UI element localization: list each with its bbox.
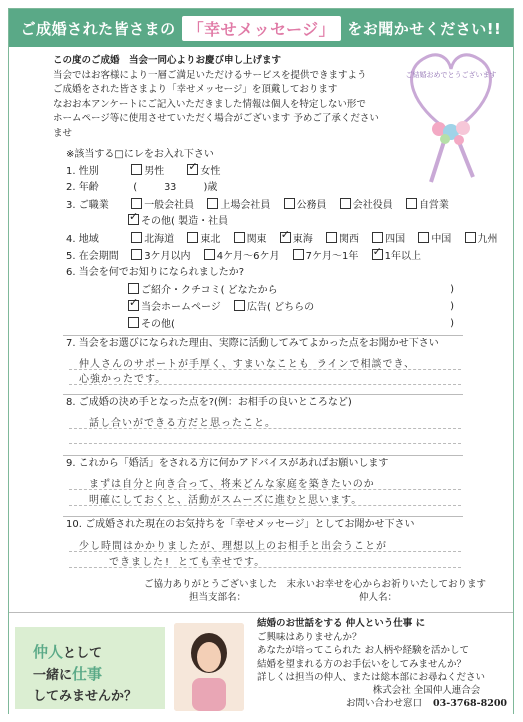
q7-answer1[interactable]: 仲人さんのサポートが手厚く、すまいなことも ラインで相談でき、 [79, 359, 416, 370]
staff-nakodo-label: 仲人名： [359, 592, 398, 603]
q3-office-worker-checkbox[interactable] [131, 198, 142, 209]
promo-t4: 結婚を望まれる方のお手伝いをしてみませんか？ [257, 658, 467, 670]
q4-kanto-label: 関東 [246, 234, 267, 245]
instruction: ※該当する□にレをお入れ下さい [66, 149, 214, 160]
q5-3months-label: 3ケ月以内 [144, 251, 191, 262]
header-left: ご成婚された皆さまの [20, 19, 176, 38]
q1-female-label: 女性 [200, 166, 221, 177]
promo-shigoto: 仕事 [72, 665, 103, 683]
q3-office-worker-label: 一般会社員 [144, 200, 195, 211]
q3-listed-company-label: 上場会社員 [220, 200, 271, 211]
q7-label: 7. 当会をお選びになられた理由、実際に活動してみてよかった点をお聞かせ下さい [66, 338, 439, 349]
q3-other-label: その他( [141, 216, 175, 227]
q6-ad-label: 広告( どちらの [247, 302, 315, 313]
intro-line5: ホームページ等に使用させていただく場合がございます 予めご了承くださいませ [53, 113, 379, 139]
q4-tokai-checkbox[interactable] [280, 232, 291, 243]
q4-kyushu-checkbox[interactable] [465, 232, 476, 243]
q4-kansai-checkbox[interactable] [326, 232, 337, 243]
q6-referral-close: ) [450, 284, 454, 295]
q5-row [66, 249, 427, 264]
q9-separator [63, 455, 463, 456]
q3-self-employed-label: 自営業 [418, 200, 449, 211]
q8-answer1[interactable]: 話し合いができる方だと思ったこと。 [89, 418, 276, 429]
q5-7to12months-label: 7ケ月〜1年 [305, 251, 359, 262]
thanks-line: ご協力ありがとうございました 末永いお幸せを心からお祈りいたしております [144, 579, 487, 590]
q9-label: 9. これから「婚活」をされる方に何かアドバイスがあればお願いします [66, 458, 389, 469]
q2-label: 2. 年齢 [66, 182, 99, 193]
promo-t2: ご興味はありませんか？ [257, 631, 362, 643]
q3-public-servant-checkbox[interactable] [284, 198, 295, 209]
q4-shikoku-label: 四国 [385, 234, 406, 245]
promo-text-block [257, 617, 485, 685]
company-block [346, 685, 507, 710]
q7-answer2[interactable]: 心強かったです。 [79, 374, 167, 385]
promo-t5: 詳しくは担当の仲人、または総本部にお尋ねください [257, 672, 486, 683]
q4-kansai-label: 関西 [338, 234, 359, 245]
q6-opt1-row [124, 283, 454, 298]
header-right: をお聞かせください!! [347, 19, 502, 38]
q4-tokai-label: 東海 [292, 234, 313, 245]
promo-toshite: として [63, 646, 103, 661]
q6-opt3-row [124, 317, 454, 332]
q3-other-row [124, 214, 228, 229]
q6-opt2-row [124, 300, 454, 315]
q1-row [66, 164, 226, 179]
q4-tohoku-label: 東北 [200, 234, 221, 245]
q3-self-employed-checkbox[interactable] [406, 198, 417, 209]
staff-branch-label: 担当支部名： [189, 592, 247, 603]
promo-panel [9, 612, 513, 716]
q2-age-value[interactable]: 33 [164, 182, 177, 193]
survey-page [8, 8, 514, 714]
q5-4to6months-label: 4ケ月〜6ケ月 [216, 251, 280, 262]
woman-photo [174, 623, 244, 711]
q10-answer1[interactable]: 少し時間はかかりましたが、理想以上のお相手と出会うことが [79, 541, 387, 552]
q6-homepage-label: 当会ホームページ [141, 302, 221, 313]
q6-other-label: その他( [141, 319, 175, 330]
q4-hokkaido-checkbox[interactable] [131, 232, 142, 243]
intro-line1: この度のご成婚 当会一同心よりお慶び申し上げます [53, 55, 282, 66]
q4-row [66, 232, 504, 247]
q1-female-checkbox[interactable] [187, 164, 198, 175]
q3-listed-company-checkbox[interactable] [207, 198, 218, 209]
staff-row [144, 591, 486, 604]
heart-bouquet-decoration [401, 37, 501, 187]
q6-label: 6. 当会を何でお知りになられましたか? [66, 267, 245, 278]
q3-executive-checkbox[interactable] [340, 198, 351, 209]
q6-referral-label: ご紹介・クチコミ( どなたから [141, 285, 278, 296]
q4-kanto-checkbox[interactable] [234, 232, 245, 243]
q4-hokkaido-label: 北海道 [144, 234, 175, 245]
promo-issho: 一緒に [33, 668, 73, 683]
contact-label: お問い合わせ窓口 [346, 697, 423, 709]
q4-label: 4. 地域 [66, 234, 99, 245]
q5-4to6months-checkbox[interactable] [204, 249, 215, 260]
intro-line3: ご成婚をされた皆さまより「幸せメッセージ」を頂戴しております [53, 84, 338, 95]
q2-open: ( [133, 182, 138, 193]
q8-line2 [69, 443, 461, 444]
q1-male-label: 男性 [144, 166, 165, 177]
promo-t1: 結婚のお世話をする 仲人という仕事 に [257, 618, 426, 629]
contact-phone[interactable]: 03-3768-8200 [433, 697, 508, 709]
q7-separator [63, 335, 463, 336]
q1-label: 1. 性別 [66, 166, 99, 177]
q1-male-checkbox[interactable] [131, 164, 142, 175]
q3-executive-label: 会社役員 [352, 200, 393, 211]
company-name: 株式会社 全国仲人連合会 [372, 685, 481, 696]
q10-label: 10. ご成婚された現在のお気持ちを「幸せメッセージ」としてお聞かせ下さい [66, 519, 415, 530]
q6-ad-close: ) [450, 301, 454, 312]
intro-text [53, 54, 383, 141]
q4-tohoku-checkbox[interactable] [187, 232, 198, 243]
q9-answer2[interactable]: 明確にしておくと、活動がスムーズに進むと思います。 [89, 495, 363, 506]
q5-label: 5. 在会期間 [66, 251, 119, 262]
promo-line3: してみませんか？ [33, 689, 138, 704]
contact-row [346, 698, 507, 711]
q4-chugoku-label: 中国 [431, 234, 452, 245]
q6-other-checkbox[interactable] [128, 317, 139, 328]
intro-line4: なおお本アンケートにご記入いただきました情報は個人を特定しない形で [53, 98, 366, 110]
q3-other-checkbox[interactable] [128, 214, 139, 225]
q8-separator [63, 394, 463, 395]
promo-nakodo-word: 仲人 [33, 643, 64, 661]
promo-t3: あなたが培ってこられた お人柄や経験を活かして [257, 645, 470, 656]
q6-homepage-checkbox[interactable] [128, 300, 139, 311]
intro-line2: 当会ではお客様により一層ご満足いただけるサービスを提供できますよう [53, 69, 367, 81]
q6-referral-checkbox[interactable] [128, 283, 139, 294]
q2-close: )歳 [203, 182, 218, 193]
q10-answer2[interactable]: できました! とても幸せです。 [109, 557, 266, 568]
promo-line1 [33, 641, 102, 662]
q3-public-servant-label: 公務員 [296, 200, 327, 211]
q5-over1year-label: 1年以上 [384, 251, 421, 262]
deco-text: ご結婚おめでとうございます [405, 71, 497, 79]
q3-label: 3. ご職業 [66, 200, 109, 211]
q5-over1year-checkbox[interactable] [372, 249, 383, 260]
q8-label: 8. ご成婚の決め手となった点を?(例：お相手の良いところなど) [66, 397, 352, 408]
q5-3months-checkbox[interactable] [131, 249, 142, 260]
q3-row [66, 198, 455, 213]
promo-headline-box [15, 627, 165, 709]
q4-kyushu-label: 九州 [477, 234, 498, 245]
q3-other-value[interactable]: 製造・社員 [178, 216, 229, 227]
q6-ad-checkbox[interactable] [234, 300, 245, 311]
q6-other-close: ) [450, 318, 454, 329]
q10-separator [63, 516, 463, 517]
q4-chugoku-checkbox[interactable] [418, 232, 429, 243]
q4-shikoku-checkbox[interactable] [372, 232, 383, 243]
thanks-block [144, 578, 486, 604]
q9-answer1[interactable]: まずは自分と向き合って、将来どんな家庭を築きたいのか [89, 479, 375, 490]
header-middle: 「幸せメッセージ」 [182, 16, 342, 41]
promo-line2 [33, 663, 102, 684]
q2-row [66, 181, 217, 195]
q5-7to12months-checkbox[interactable] [293, 249, 304, 260]
